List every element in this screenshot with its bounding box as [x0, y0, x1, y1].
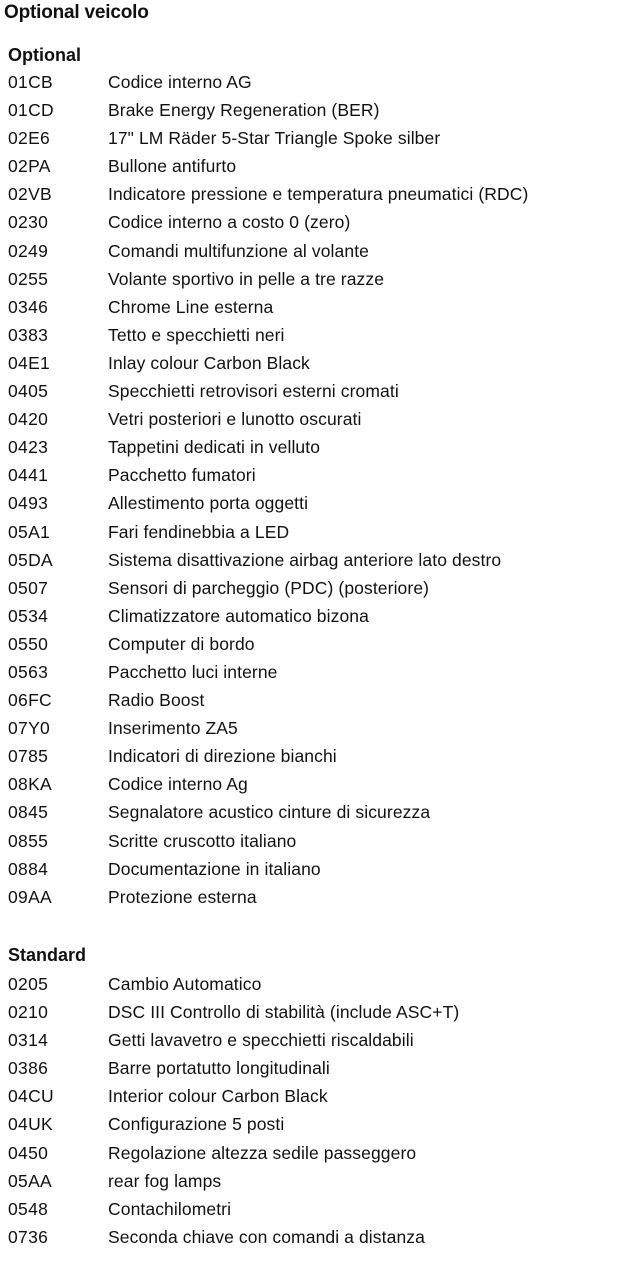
optional-row	[0, 576, 640, 604]
option-code: 0405	[8, 381, 49, 402]
option-code: 0563	[8, 661, 49, 682]
option-code: 05A1	[8, 521, 51, 542]
option-code: 0493	[8, 493, 49, 514]
option-description: Tappetini dedicati in velluto	[108, 437, 321, 458]
option-description: Interior colour Carbon Black	[108, 1086, 328, 1107]
option-code: 09AA	[8, 886, 53, 907]
option-code: 0441	[8, 465, 49, 486]
option-code: 01CD	[8, 100, 54, 121]
page-title: Optional veicolo	[4, 2, 149, 23]
option-description: Comandi multifunzione al volante	[108, 240, 369, 261]
option-description: DSC III Controllo di stabilità (include ASC+T)	[108, 1002, 460, 1023]
option-description: Vetri posteriori e lunotto oscurati	[108, 409, 362, 430]
optional-row	[0, 744, 640, 772]
option-description: Allestimento porta oggetti	[108, 493, 309, 514]
option-code: 07Y0	[8, 718, 51, 739]
option-code: 05AA	[8, 1170, 53, 1191]
option-description: Radio Boost	[108, 690, 205, 711]
option-code: 0314	[8, 1030, 49, 1051]
option-code: 06FC	[8, 690, 52, 711]
option-description: Codice interno Ag	[108, 774, 248, 795]
option-description: rear fog lamps	[108, 1170, 222, 1191]
option-code: 0548	[8, 1198, 49, 1219]
option-code: 0383	[8, 324, 49, 345]
option-code: 0386	[8, 1058, 49, 1079]
optional-row	[0, 407, 640, 435]
optional-row	[0, 182, 640, 210]
standard-row	[0, 1084, 640, 1112]
option-code: 02E6	[8, 128, 51, 149]
optional-row	[0, 351, 640, 379]
optional-row	[0, 800, 640, 828]
optional-row	[0, 379, 640, 407]
optional-row	[0, 632, 640, 660]
option-description: Contachilometri	[108, 1198, 232, 1219]
option-code: 01CB	[8, 72, 53, 92]
option-code: 04E1	[8, 352, 51, 373]
option-description: Pacchetto fumatori	[108, 465, 256, 486]
standard-row	[0, 1028, 640, 1056]
option-description: Specchietti retrovisori esterni cromati	[108, 381, 399, 402]
optional-row	[0, 295, 640, 323]
optional-row	[0, 548, 640, 576]
option-code: 0249	[8, 240, 49, 261]
option-description: Seconda chiave con comandi a distanza	[108, 1226, 425, 1247]
option-code: 0884	[8, 858, 49, 879]
option-description: Barre portatutto longitudinali	[108, 1058, 330, 1079]
optional-list	[0, 70, 640, 913]
option-code: 0346	[8, 296, 49, 317]
option-description: Chrome Line esterna	[108, 296, 274, 317]
option-description: Segnalatore acustico cinture di sicurezza	[108, 802, 431, 823]
option-code: 0736	[8, 1226, 49, 1247]
option-description: Codice interno AG	[108, 72, 252, 92]
standard-row	[0, 972, 640, 1000]
option-code: 02PA	[8, 156, 51, 177]
standard-row	[0, 1141, 640, 1169]
option-code: 0423	[8, 437, 49, 458]
optional-row	[0, 520, 640, 548]
option-description: Tetto e specchietti neri	[108, 324, 285, 345]
standard-row	[0, 1056, 640, 1084]
option-code: 0550	[8, 633, 49, 654]
optional-row	[0, 239, 640, 267]
section-heading-optional: Optional	[8, 45, 81, 65]
option-description: Volante sportivo in pelle a tre razze	[108, 268, 385, 289]
option-code: 05DA	[8, 549, 53, 570]
optional-row	[0, 154, 640, 182]
option-code: 04UK	[8, 1114, 53, 1135]
optional-row	[0, 267, 640, 295]
option-description: Inserimento ZA5	[108, 718, 238, 739]
option-description: Cambio Automatico	[108, 974, 262, 994]
option-description: Fari fendinebbia a LED	[108, 521, 290, 542]
option-description: Indicatore pressione e temperatura pneumatici (RDC)	[108, 184, 529, 205]
option-description: Climatizzatore automatico bizona	[108, 605, 369, 626]
option-description: Getti lavavetro e specchietti riscaldabili	[108, 1030, 414, 1051]
option-code: 0230	[8, 212, 49, 233]
optional-row	[0, 126, 640, 154]
option-description: Documentazione in italiano	[108, 858, 321, 879]
option-description: Pacchetto luci interne	[108, 661, 278, 682]
option-code: 0507	[8, 577, 49, 598]
option-description: Brake Energy Regeneration (BER)	[108, 100, 380, 121]
option-description: Bullone antifurto	[108, 156, 237, 177]
option-description: Sistema disattivazione airbag anteriore lato destro	[108, 549, 502, 570]
optional-row	[0, 660, 640, 688]
standard-row	[0, 1112, 640, 1140]
option-description: Scritte cruscotto italiano	[108, 830, 297, 851]
optional-row	[0, 98, 640, 126]
section-heading-standard: Standard	[8, 945, 87, 965]
optional-row	[0, 829, 640, 857]
option-description: Indicatori di direzione bianchi	[108, 746, 337, 767]
option-description: Regolazione altezza sedile passeggero	[108, 1142, 417, 1163]
option-description: Sensori di parcheggio (PDC) (posteriore)	[108, 577, 430, 598]
option-description: Protezione esterna	[108, 886, 257, 907]
optional-row	[0, 885, 640, 913]
option-code: 0255	[8, 268, 49, 289]
optional-row	[0, 857, 640, 885]
option-code: 0210	[8, 1002, 49, 1023]
optional-row	[0, 604, 640, 632]
standard-row	[0, 1000, 640, 1028]
standard-row	[0, 1197, 640, 1225]
optional-row	[0, 323, 640, 351]
option-code: 08KA	[8, 774, 53, 795]
standard-list	[0, 972, 640, 1253]
option-code: 0450	[8, 1142, 49, 1163]
optional-row	[0, 491, 640, 519]
standard-row	[0, 1225, 640, 1253]
option-description: 17" LM Räder 5-Star Triangle Spoke silber	[108, 128, 441, 149]
option-description: Codice interno a costo 0 (zero)	[108, 212, 351, 233]
option-code: 02VB	[8, 184, 53, 205]
option-description: Configurazione 5 posti	[108, 1114, 285, 1135]
option-code: 0205	[8, 974, 49, 994]
optional-row	[0, 210, 640, 238]
optional-row	[0, 716, 640, 744]
standard-row	[0, 1169, 640, 1197]
option-code: 04CU	[8, 1086, 54, 1107]
optional-row	[0, 435, 640, 463]
option-code: 0534	[8, 605, 49, 626]
optional-row	[0, 70, 640, 98]
option-code: 0845	[8, 802, 49, 823]
optional-row	[0, 688, 640, 716]
option-code: 0785	[8, 746, 49, 767]
option-code: 0420	[8, 409, 49, 430]
option-description: Computer di bordo	[108, 633, 255, 654]
optional-row	[0, 772, 640, 800]
option-description: Inlay colour Carbon Black	[108, 352, 310, 373]
optional-row	[0, 463, 640, 491]
option-code: 0855	[8, 830, 49, 851]
